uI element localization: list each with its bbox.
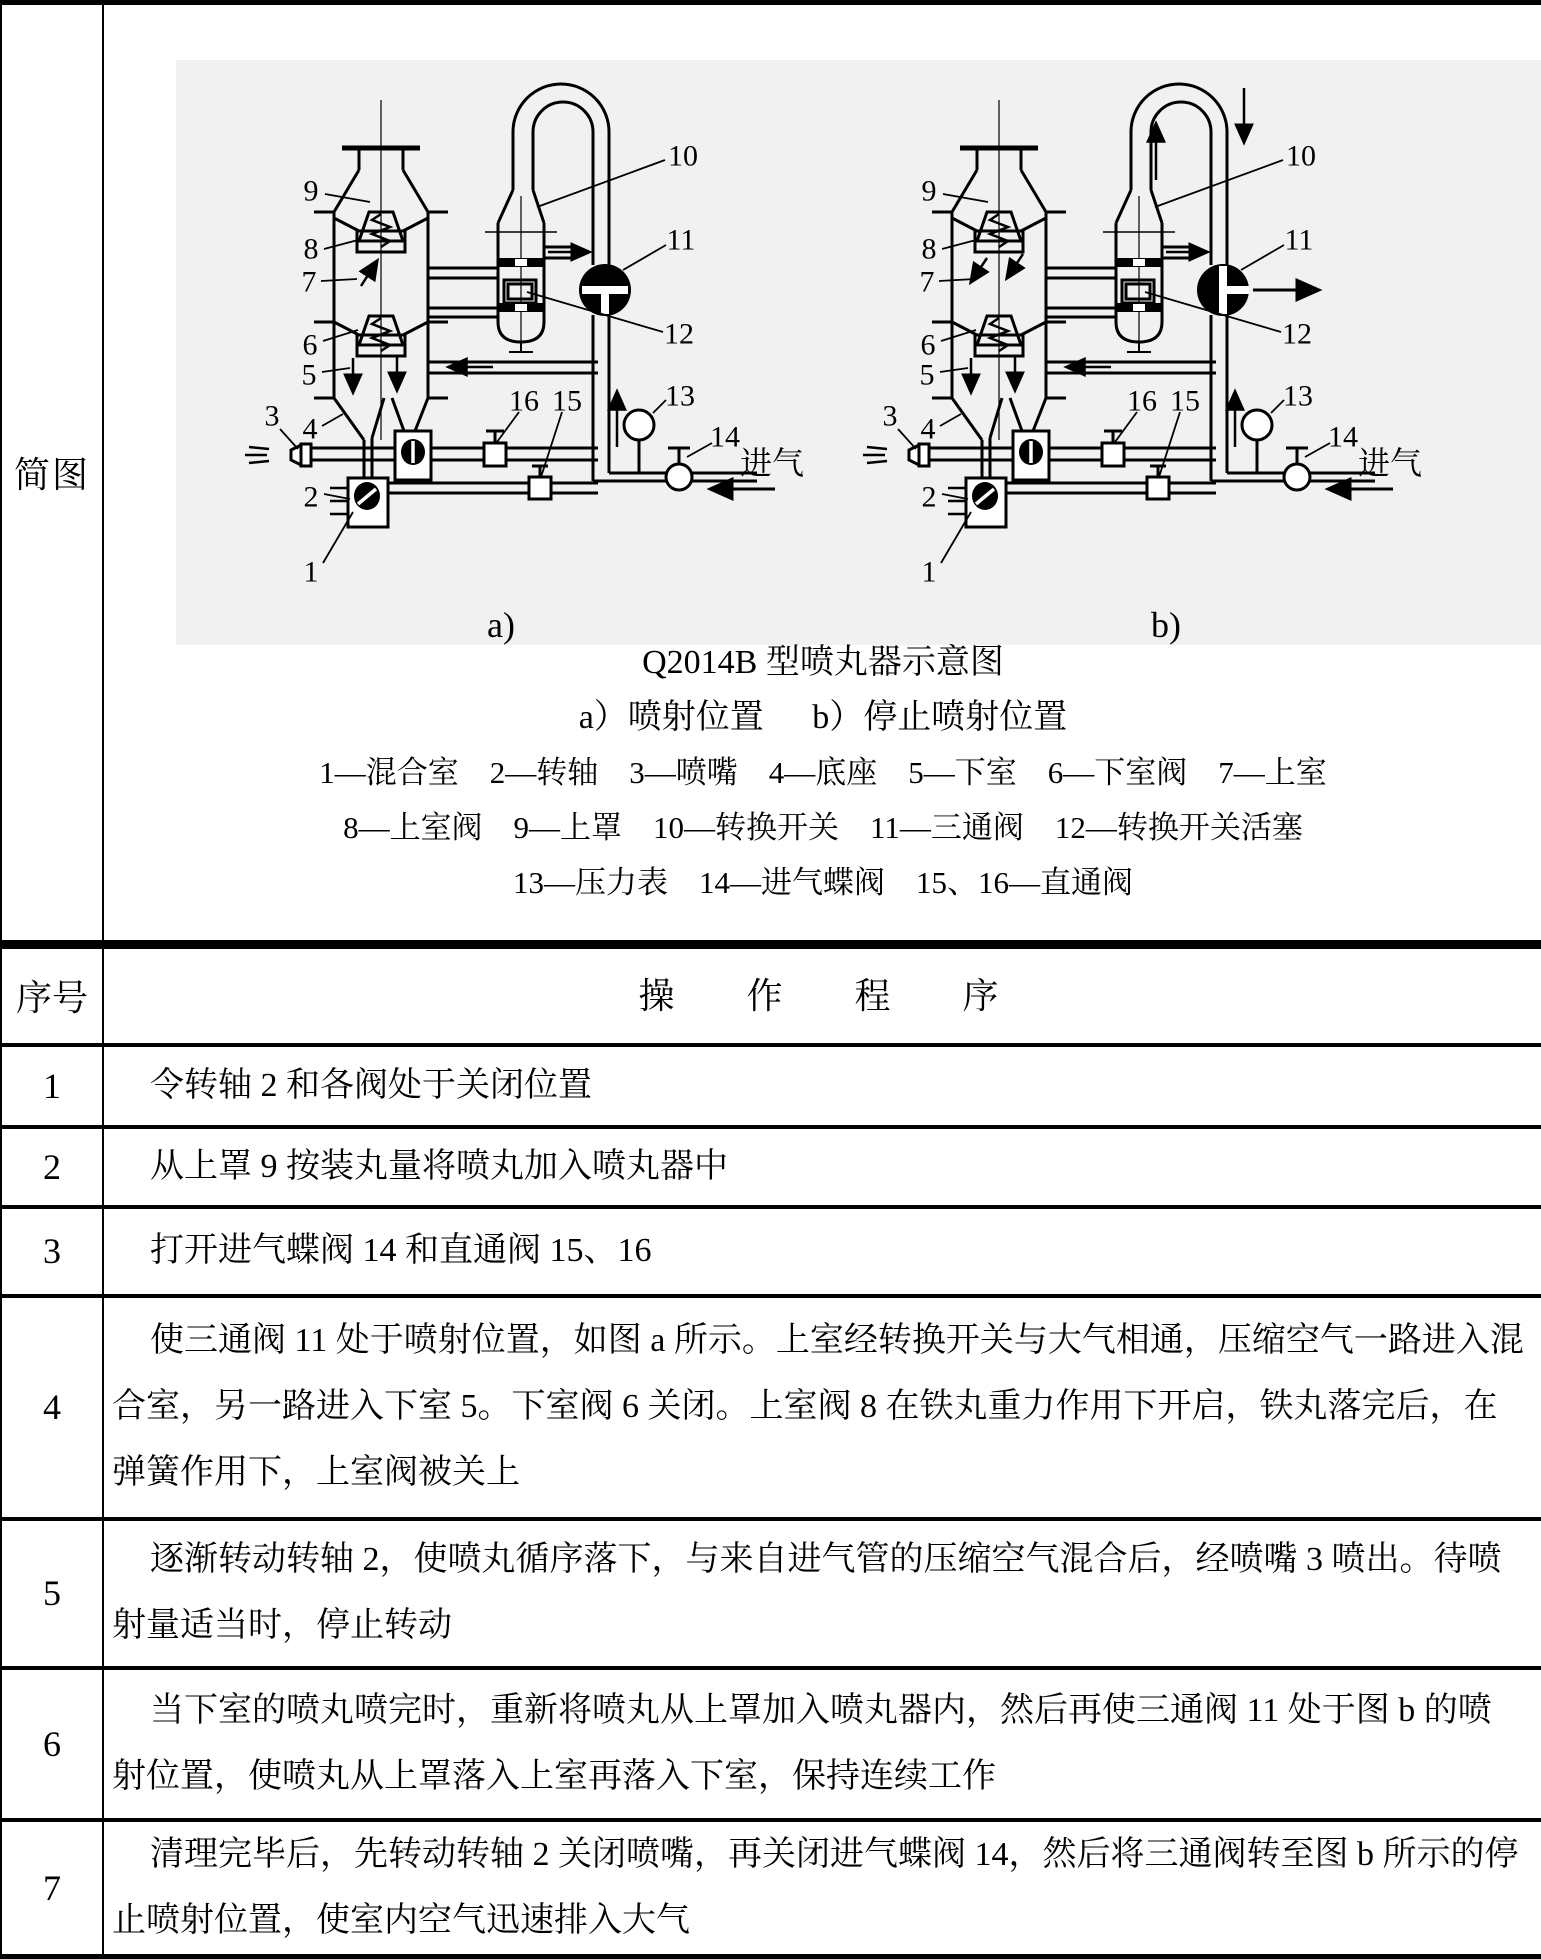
- diagram-label-n9: 9: [303, 174, 319, 208]
- schematic-b-variant: [971, 88, 1318, 316]
- diagram-label-n2: 2: [921, 480, 937, 514]
- label-leader-line: [940, 368, 968, 372]
- step-number: 4: [2, 1298, 104, 1517]
- label-leader-line: [1159, 412, 1180, 477]
- diagram-label-n3: 3: [264, 399, 280, 433]
- label-leader-line: [942, 494, 968, 499]
- label-leader-line: [323, 330, 358, 341]
- step-cell: [104, 1822, 1541, 1954]
- step-text: 逐渐转动转轴 2，使喷丸循序落下，与来自进气管的压缩空气混合后，经喷嘴 3 喷出。待喷射量适当时，停止转动: [112, 1541, 1502, 1645]
- step-text: 当下室的喷丸喷完时，重新将喷丸从上罩加入喷丸器内，然后再使三通阀 11 处于图 b 的喷射位置，使喷丸从上罩落入上室再落入下室，保持连续工作: [112, 1691, 1492, 1795]
- shot-blaster-schematic: [176, 60, 1541, 645]
- diagram-label-n4: 4: [920, 412, 936, 446]
- step-number: 5: [2, 1521, 104, 1666]
- step-number: 7: [2, 1822, 104, 1954]
- label-leader-line: [537, 160, 665, 207]
- step-cell: [104, 1521, 1541, 1666]
- diagram-label-sub_b: b): [1151, 605, 1181, 645]
- label-leader-line: [942, 240, 976, 249]
- figure-section: [2, 5, 1541, 945]
- diagram-label-n12: 12: [664, 317, 694, 351]
- step-number: 1: [2, 1047, 104, 1126]
- schematic-b: [863, 84, 1422, 645]
- diagram-label-n9: 9: [921, 174, 937, 208]
- diagram-label-n1: 1: [303, 555, 319, 589]
- label-leader-line: [898, 429, 916, 449]
- diagram-label-n5: 5: [919, 358, 935, 392]
- diagram-label-n2: 2: [303, 480, 319, 514]
- label-leader-line: [687, 443, 712, 457]
- label-leader-line: [1305, 443, 1330, 457]
- procedure-row-5: [2, 1517, 1541, 1666]
- step-cell: [104, 1209, 1541, 1294]
- label-leader-line: [324, 240, 358, 249]
- step-cell: [104, 1298, 1541, 1517]
- label-leader-line: [941, 512, 971, 563]
- diagram-label-n6: 6: [920, 328, 936, 362]
- figure-side-label-cell: [2, 5, 104, 940]
- diagram-label-n3: 3: [882, 399, 898, 433]
- step-cell: [104, 1047, 1541, 1126]
- label-leader-line: [1155, 160, 1283, 207]
- figure-legend-line-1: 1—混合室 2—转轴 3—喷嘴 4—底座 5—下室 6—下室阀 7—上室: [319, 755, 1327, 790]
- step-text: 令转轴 2 和各阀处于关闭位置: [150, 1066, 592, 1104]
- diagram-label-n15: 15: [552, 384, 582, 418]
- step-number: 2: [2, 1129, 104, 1205]
- label-leader-line: [941, 330, 976, 341]
- diagram-label-intake: 进气: [739, 445, 805, 481]
- label-leader-line: [943, 194, 988, 202]
- diagram-label-n16: 16: [509, 384, 539, 418]
- figure-cell: [104, 5, 1541, 940]
- diagram-label-n4: 4: [302, 412, 318, 446]
- diagram-label-n14: 14: [710, 420, 740, 454]
- header-seq-number: 序号: [2, 949, 104, 1042]
- figure-subtitle-b: b）停止喷射位置: [812, 699, 1068, 736]
- procedure-row-2: [2, 1125, 1541, 1205]
- step-text: 从上罩 9 按装丸量将喷丸加入喷丸器中: [150, 1147, 728, 1185]
- label-leader-line: [623, 245, 666, 270]
- step-number: 3: [2, 1209, 104, 1294]
- table-header-row: [2, 945, 1541, 1042]
- label-leader-line: [325, 194, 370, 202]
- diagram-label-n11: 11: [1284, 223, 1314, 257]
- diagram-label-n14: 14: [1328, 420, 1358, 454]
- figure-subtitle-a: a）喷射位置: [578, 699, 764, 736]
- label-leader-line: [541, 412, 562, 477]
- diagram-label-n7: 7: [919, 265, 935, 299]
- step-text: 使三通阀 11 处于喷射位置，如图 a 所示。上室经转换开关与大气相通，压缩空气一路进入混合室，另一路进入下室 5。下室阀 6 关闭。上室阀 8 在铁丸重力作用下开启，铁丸落完后，在弹簧作用下，上室阀被关上: [112, 1322, 1524, 1492]
- label-leader-line: [324, 494, 350, 499]
- label-leader-line: [321, 279, 357, 281]
- diagram-label-n16: 16: [1127, 384, 1157, 418]
- diagram-label-n13: 13: [665, 379, 695, 413]
- step-text: 清理完毕后，先转动转轴 2 关闭喷嘴，再关闭进气蝶阀 14，然后将三通阀转至图 b 所示的停止喷射位置，使室内空气迅速排入大气: [112, 1836, 1519, 1939]
- figure-legend-line-2: 8—上室阀 9—上罩 10—转换开关 11—三通阀 12—转换开关活塞: [343, 810, 1303, 845]
- diagram-label-n10: 10: [668, 139, 698, 173]
- diagram-label-sub_a: a): [487, 605, 515, 645]
- label-leader-line: [939, 279, 975, 281]
- figure-side-label: 简图: [13, 455, 90, 496]
- step-number: 6: [2, 1670, 104, 1818]
- procedure-row-1: [2, 1043, 1541, 1126]
- label-leader-line: [1241, 245, 1284, 270]
- diagram-label-n7: 7: [301, 265, 317, 299]
- procedure-row-3: [2, 1205, 1541, 1294]
- figure-legend-line-3: 13—压力表 14—进气蝶阀 15、16—直通阀: [513, 865, 1133, 900]
- diagram-label-n8: 8: [921, 232, 937, 266]
- figure-title: Q2014B 型喷丸器示意图: [642, 644, 1004, 681]
- diagram-label-n15: 15: [1170, 384, 1200, 418]
- header-procedure: 操 作 程 序: [638, 975, 999, 1016]
- figure-subtitle: [104, 699, 1541, 737]
- diagram-label-n5: 5: [301, 358, 317, 392]
- label-leader-line: [280, 429, 298, 449]
- procedure-row-4: [2, 1294, 1541, 1517]
- step-cell: [104, 1129, 1541, 1205]
- label-leader-line: [322, 414, 343, 426]
- step-cell: [104, 1670, 1541, 1818]
- diagram-label-n6: 6: [302, 328, 318, 362]
- label-leader-line: [940, 414, 961, 426]
- diagram-label-n13: 13: [1283, 379, 1313, 413]
- diagram-label-n12: 12: [1282, 317, 1312, 351]
- diagram-label-intake: 进气: [1357, 445, 1423, 481]
- diagram-label-n10: 10: [1286, 139, 1316, 173]
- label-leader-line: [322, 368, 350, 372]
- diagram-label-n11: 11: [666, 223, 696, 257]
- procedure-row-7: [2, 1818, 1541, 1954]
- step-text: 打开进气蝶阀 14 和直通阀 15、16: [150, 1232, 652, 1270]
- label-leader-line: [323, 512, 353, 563]
- schematic-a: [245, 84, 804, 645]
- diagram-label-n1: 1: [921, 555, 937, 589]
- diagram-label-n8: 8: [303, 232, 319, 266]
- procedure-row-6: [2, 1666, 1541, 1818]
